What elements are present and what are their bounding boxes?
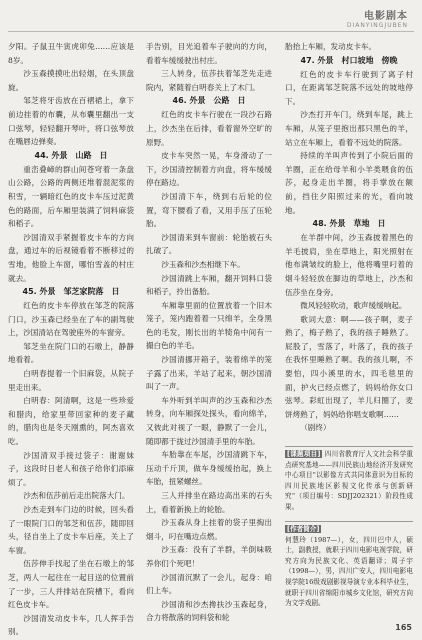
paragraph: 沙玉森和沙杰相继下车。 [161,259,245,269]
paragraph: 微风轻轻吹动，歌声缓缓响起。 [300,301,407,311]
paragraph: 三人并排坐在路边高出来的石头上，看着新换上的轮胎。 [146,491,272,514]
scene-heading: 44. 外景 山路 日 [34,150,108,160]
paragraph: 手告别，目光追着车子驶向的方向，看着车缓缓驶出村庄。 [146,42,272,65]
paragraph: 沙国清和沙杰搀扶沙玉森起身，合力将散落的饲料袋和轮 [146,599,272,623]
section-title: 电影剧本 [364,11,408,22]
paragraph: 沙国清沉默了一会儿，起身：咱们上车。 [146,572,272,596]
author-tag: [作者简介] [287,525,320,533]
paragraph: 沙国清挪开箱子，装着绵羊的笼子露了出来，羊站了起来，朝沙国清叫了一声。 [146,355,272,392]
paragraph: 沙国清跳上车厢，翻开饲料口袋和稻子，拎出备胎。 [146,273,272,297]
paragraph: 沙国清双手接过袋子：谢谢妹子，这段时日老人和孩子给你们添麻烦了。 [8,450,134,487]
paragraph: 白明春提着一个旧麻袋，从院子里走出来。 [8,369,134,392]
paragraph: 沙国清来到车窗前：轮胎被石头扎破了。 [146,232,272,256]
paragraph: 红色的皮卡车停放在邹芝的院落门口，沙玉森已经坐在了车的副驾驶上，沙国清站在驾驶座外的车窗旁。 [8,301,134,338]
paragraph: 伍莎伸手找起了坐在石墩上的邹芝，两人一起往在一起目送的位置前了一步，三人并排站在院槽下，看向红色皮卡车。 [8,559,134,610]
paragraph: 夕阳。子鼠丑牛寅虎卯兔……应该是8岁。 [8,42,134,65]
section-subtitle: DIANYINGJUBEN [346,22,408,29]
paragraph: 车外听到羊叫声的沙玉森和沙杰转身，向车厢探处探头，看向绵羊，又彼此对视了一眼，静默了一会儿，随即都于拢过沙国清手里的车胎。 [146,395,272,446]
paragraph: 胎抬上车厢，发动皮卡车。 [285,42,377,51]
paragraph: 邹芝坐在院门口的石墩上，静静地看着。 [8,341,134,365]
note-divider-2 [285,521,413,522]
paragraph: 在羊群中间，沙玉森披着黑色的羊毛披肩，坐在草地上，阳光照射在他布满皱纹的脸上，他将嘴里叼着的烟斗轻轻放在脚边的草地上，沙杰和伍莎坐在身旁。 [285,233,413,297]
paragraph: （剧终） [300,423,331,433]
page-number: 165 [395,623,412,632]
scene-heading: 48. 外景 草地 日 [312,219,386,229]
paragraph: 沙国清双手紧握着皮卡车的方向盘，通过车的后视镜看着不断移过的雪地，他脸上车窗，哪怕雪盖的村庄就去。 [8,232,134,283]
text-column-1 [8,40,134,639]
paragraph: 沙杰和伍莎前后走出院落大门。 [23,491,130,501]
paragraph: 沙杰走到车门边的时候，回头看了一眼院门口的邹芝和伍莎，随即回头，径自坐上了皮卡车后座，关上了车窗。 [8,505,134,555]
paragraph: 沙杰打开车门，绕到车尾，跳上车厢，从笼子里抱出那只黑色的羊，站立在车厢上，看着不远处的院落。 [285,110,413,147]
page-header [0,0,422,34]
author-text: 何慧玲（1987—），女，四川巴中人，硕士，副教授，就职于四川电影电视学院，研究方向为民族文化、英语翻译；周子宇（1998—），男，四川广安人，四川电影电视学院16级戏剧影视导演专业本科毕业生，就职于四川省绵阳市城乡文化馆，研究方向为文学戏剧。 [285,535,413,608]
project-note [285,449,413,513]
scene-heading: 45. 外景 邹芝家院落 日 [22,287,120,297]
paragraph: 沙国清发动皮卡车，几人挥手告别。 [8,613,134,637]
paragraph: 邹芝将牙齿放在百褶裙上，拿下前边挂着的布囊，从布囊里翻出一支口弦琴，轻轻翻开琴叶，将口弦琴放在嘴唇边弹奏。 [8,96,134,147]
paragraph: 车胎靠在车尾，沙国清跳下车，压动千斤顶，做车身缓缓抬起，换上车胎，扭紧螺丝。 [146,450,272,487]
paragraph: 红色的皮卡车行驶到了离子村口，在距离邹芝院落不远处的坡地停下。 [285,69,413,106]
paragraph: 沙玉森摸摸吐出轻烟，在头顶盘旋。 [8,69,134,92]
scene-heading: 46. 外景 公路 日 [172,96,246,106]
scene-heading: 47. 外景 村口坡地 傍晚 [300,55,398,65]
paragraph: 白明春：阿清啊，这是一些珍爱和腊肉，给家里带回家种的麦子藏的，腊肉也是冬天刚熏的，阿杰喜欢吃。 [8,396,134,447]
paragraph: 红色的皮卡车行驶在一段沙石路上，沙杰坐在后排，看着窗外空旷的原野。 [146,110,272,147]
project-text: 四川省教育厅人文社会科学重点研究基地——四川民族山地经济开发研究中心项目"以影像方式共同体意识为目标的四川民族地区影视文化传承与创新研究"（项目编号：SDJJ202321）阶段性成果。 [285,450,413,511]
note-divider [285,446,413,447]
paragraph: 歌词大意：啊——孩子啊，麦子熟了，梅子熟了，我的孩子睡熟了。屁股了，雪落了，叶落了，我的孩子在我怀里睡熟了啊。我的孩儿啊，不要怕，四小溪里的水，四毛毯里的面，护火已经点燃了，妈妈给你女口弦琴。彩虹出现了，羊儿归圈了，麦饼烤熟了，妈妈给你唱支歌啊…… [285,314,413,419]
paragraph: 沙玉森：没有了羊群，羊倒味吸养你们个死吧！ [146,545,272,568]
paragraph: 重峦叠嶂的群山间苍穹着一条盘山公路，公路的两侧还堆着混泥浆的积雪，一辆暗红色的皮卡车压过泥黄色的路面，后车厢里装满了饲料麻袋和稻子。 [8,164,134,229]
paragraph: 皮卡车突然一晃，车身滑动了一下，沙国清控制着方向盘，将车缓缓停在路边。 [146,151,272,188]
author-note [285,524,413,609]
text-column-3 [285,40,413,435]
header-divider [8,31,414,32]
paragraph: 沙国清下车，绕到右后轮的位置，弯下腰看了看，又用手压了压轮胎。 [146,191,272,229]
paragraph: 沙玉森从身上挂着的袋子里掏出烟斗，叼在嘴边点燃。 [146,518,272,541]
paragraph: 车厢靠里面的位置放着一个旧木笼子，笼内跑着着一只绵羊，全身黑色的毛发，刚长出的羊犄角中间有一撮白色的羊毛。 [146,300,272,351]
paragraph: 持续的羊叫声传到了小院后面的羊圈，正在给母羊和小羊类喂食的伍莎，起身走出羊圈，将手掌放在额前，挡住夕阳照过来的光，看向坡地。 [285,151,413,215]
text-column-2 [146,40,272,625]
paragraph: 三人转身，伍莎扶着邹芝先走进院内，紧随着白明春关上了木门。 [146,69,272,92]
project-tag: [课题项目] [287,450,321,458]
magazine-brand [347,7,408,29]
